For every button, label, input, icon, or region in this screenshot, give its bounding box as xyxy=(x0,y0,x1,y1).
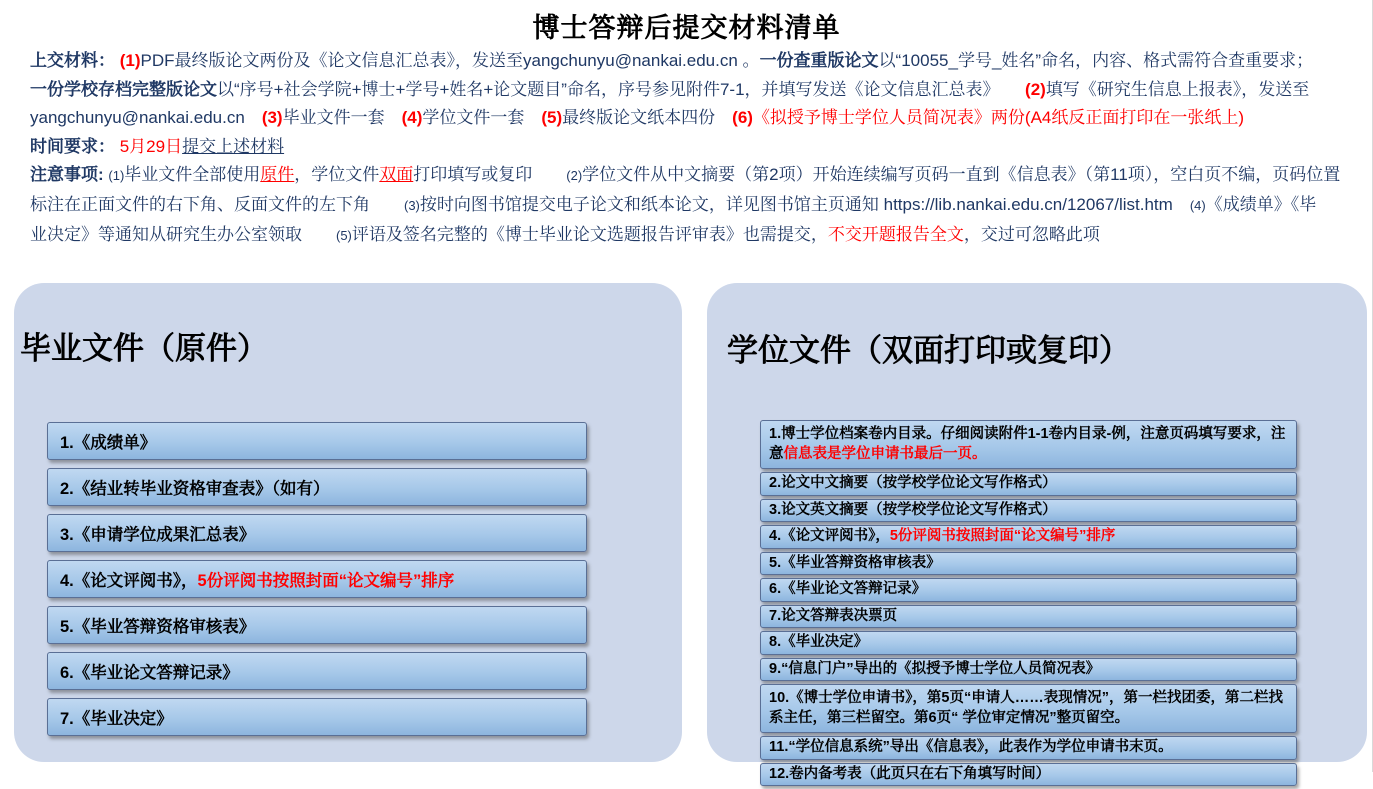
text-segment: 学位文件一套 xyxy=(422,108,542,128)
text-segment: (4) xyxy=(1189,197,1206,213)
text-segment: 原件 xyxy=(260,165,295,185)
text-segment: 。 xyxy=(737,51,760,70)
text-segment: 《成绩单》《毕 xyxy=(1205,194,1317,214)
text-segment: (1) xyxy=(108,168,125,184)
text-segment: 1.《成绩单》 xyxy=(60,434,157,452)
text-segment: 3.《申请学位成果汇总表》 xyxy=(60,526,256,544)
text-segment: 学位文件从中文摘要（第2项）开始连续编写页码一直到《信息表》（第11项），空白页不编，页码位置 xyxy=(582,165,1341,185)
checklist-item xyxy=(760,631,1297,655)
panel-degree-heading: 学位文件（双面打印或复印） xyxy=(727,333,1130,368)
text-segment: 7.《毕业决定》 xyxy=(60,710,173,728)
checklist-item xyxy=(47,698,587,736)
text-segment: 一份学校存档完整版论文 xyxy=(30,79,217,99)
text-segment: 3.论文英文摘要（按学校学位论文写作格式） xyxy=(769,501,1057,518)
text-segment: 双面 xyxy=(379,165,414,185)
intro-line xyxy=(30,133,1348,162)
graduation-checklist xyxy=(47,422,587,744)
text-segment: 打印填写或复印 xyxy=(413,165,567,185)
checklist-item xyxy=(47,652,587,690)
text-segment: (6) xyxy=(732,108,753,128)
intro-line xyxy=(30,104,1348,133)
checklist-item xyxy=(760,605,1297,629)
text-segment: ，交过可忽略此项 xyxy=(963,224,1100,244)
checklist-item xyxy=(760,658,1297,682)
text-segment: 业决定》等通知从研究生办公室领取 xyxy=(30,224,336,244)
checklist-item xyxy=(47,514,587,552)
text-segment: 1.博士学位档案卷内目录。仔细阅读附件1-1卷内目录-例，注意页码填写要求，注意 xyxy=(769,426,1286,462)
checklist-item xyxy=(47,560,587,598)
text-segment: 5.《毕业答辩资格审核表》 xyxy=(769,554,941,571)
checklist-item xyxy=(760,763,1297,787)
checklist-item xyxy=(760,499,1297,523)
email-address: yangchunyu@nankai.edu.cn xyxy=(30,108,245,128)
text-segment: 上交材料： xyxy=(30,51,120,70)
text-segment: 2.《结业转毕业资格审查表》（如有） xyxy=(60,480,330,498)
text-segment: 4.《论文评阅书》， xyxy=(60,572,198,590)
text-segment: 9.“信息门户”导出的《拟授予博士学位人员简况表》 xyxy=(769,660,1101,677)
text-segment: 5.《毕业答辩资格审核表》 xyxy=(60,618,256,636)
library-url: https://lib.nankai.edu.cn/12067/list.htm xyxy=(883,194,1173,214)
checklist-item xyxy=(760,736,1297,760)
text-segment: 注意事项 xyxy=(30,165,98,185)
text-segment: 4.《论文评阅书》， xyxy=(769,528,890,544)
text-segment: 5月29日 xyxy=(115,136,183,156)
text-segment: 7.论文答辩表决票页 xyxy=(769,607,898,624)
panel-graduation-documents xyxy=(14,283,682,762)
text-segment: 一份查重版论文 xyxy=(759,51,879,70)
checklist-item xyxy=(47,606,587,644)
text-segment: : xyxy=(98,165,109,185)
text-segment: 毕业文件一套 xyxy=(282,108,402,128)
intro-line xyxy=(30,221,1348,251)
text-segment: 10.《博士学位申请书》，第5页“申请人……表现情况”，第一栏找团委，第二栏找系主任，第三栏留空。第6页“ 学位审定情况”整页留空。 xyxy=(769,690,1283,726)
text-segment: 标注在正面文件的右下角、反面文件的左下角 xyxy=(30,194,404,214)
checklist-item xyxy=(760,578,1297,602)
text-segment: 按时向图书馆提交电子论文和纸本论文，详见图书馆主页通知 xyxy=(419,194,884,214)
text-segment: (5) xyxy=(541,108,563,128)
text-segment: 以“序号+社会学院+博士+学号+姓名+论文题目”命名，序号参见附件7-1，并填写发送《论文信息汇总表》 xyxy=(217,79,1026,99)
text-segment: 以“10055_学号_姓名”命名，内容、格式需符合查重要求； xyxy=(878,51,1314,70)
text-segment: (2) xyxy=(1025,79,1046,99)
text-segment: (3) xyxy=(404,197,420,213)
text-segment: 11.“学位信息系统”导出《信息表》，此表作为学位申请书末页。 xyxy=(769,739,1173,755)
text-segment: 信息表是学位申请书最后一页。 xyxy=(783,445,987,462)
intro-line xyxy=(30,191,1348,221)
text-segment: (1) xyxy=(119,51,141,70)
text-segment: (5) xyxy=(336,227,352,243)
text-segment: 最终版论文纸本四份 xyxy=(562,108,733,128)
text-segment: (3) xyxy=(261,108,283,128)
text-segment: 提交上述材料 xyxy=(182,136,285,156)
checklist-item xyxy=(47,468,587,506)
email-address: yangchunyu@nankai.edu.cn xyxy=(523,51,738,70)
intro-line xyxy=(30,76,1348,105)
text-segment: 评语及签名完整的《博士毕业论文选题报告评审表》也需提交， xyxy=(351,224,828,244)
text-segment: 时间要求： xyxy=(30,136,115,156)
text-segment: ，学位文件 xyxy=(294,165,380,185)
text-segment xyxy=(1173,195,1190,214)
checklist-item xyxy=(760,472,1297,496)
text-segment: (2) xyxy=(566,168,583,184)
checklist-item xyxy=(47,422,587,460)
text-segment: 毕业文件全部使用 xyxy=(124,165,261,185)
checklist-item xyxy=(760,420,1297,469)
text-segment: 6.《毕业论文答辩记录》 xyxy=(60,664,239,682)
text-segment: 2.论文中文摘要（按学校学位论文写作格式） xyxy=(769,475,1057,491)
intro-line xyxy=(30,47,1348,76)
intro-line xyxy=(30,161,1348,191)
page-title: 博士答辩后提交材料清单 xyxy=(532,13,841,43)
text-segment: 12.卷内备考表（此页只在右下角填写时间） xyxy=(769,765,1051,782)
checklist-item xyxy=(760,552,1297,576)
text-segment: 《拟授予博士学位人员简况表》两份(A4纸反正面打印在一张纸上) xyxy=(752,108,1245,128)
panel-graduation-heading: 毕业文件（原件） xyxy=(20,331,268,366)
text-segment xyxy=(245,108,262,127)
intro-paragraph xyxy=(30,47,1348,250)
text-segment: PDF最终版论文两份及《论文信息汇总表》，发送至 xyxy=(140,51,524,70)
text-segment: 6.《毕业论文答辩记录》 xyxy=(769,581,927,597)
text-segment: (4) xyxy=(401,108,423,128)
text-segment: 8.《毕业决定》 xyxy=(769,634,869,650)
text-segment: 5份评阅书按照封面“论文编号”排序 xyxy=(197,572,455,590)
panel-degree-documents xyxy=(707,283,1367,782)
text-segment: 不交开题报告全文 xyxy=(827,224,964,244)
degree-checklist xyxy=(760,420,1297,789)
checklist-item xyxy=(760,684,1297,733)
text-segment: 填写《研究生信息上报表》，发送至 xyxy=(1045,79,1310,99)
checklist-item xyxy=(760,525,1297,549)
text-segment: 5份评阅书按照封面“论文编号”排序 xyxy=(889,528,1116,544)
